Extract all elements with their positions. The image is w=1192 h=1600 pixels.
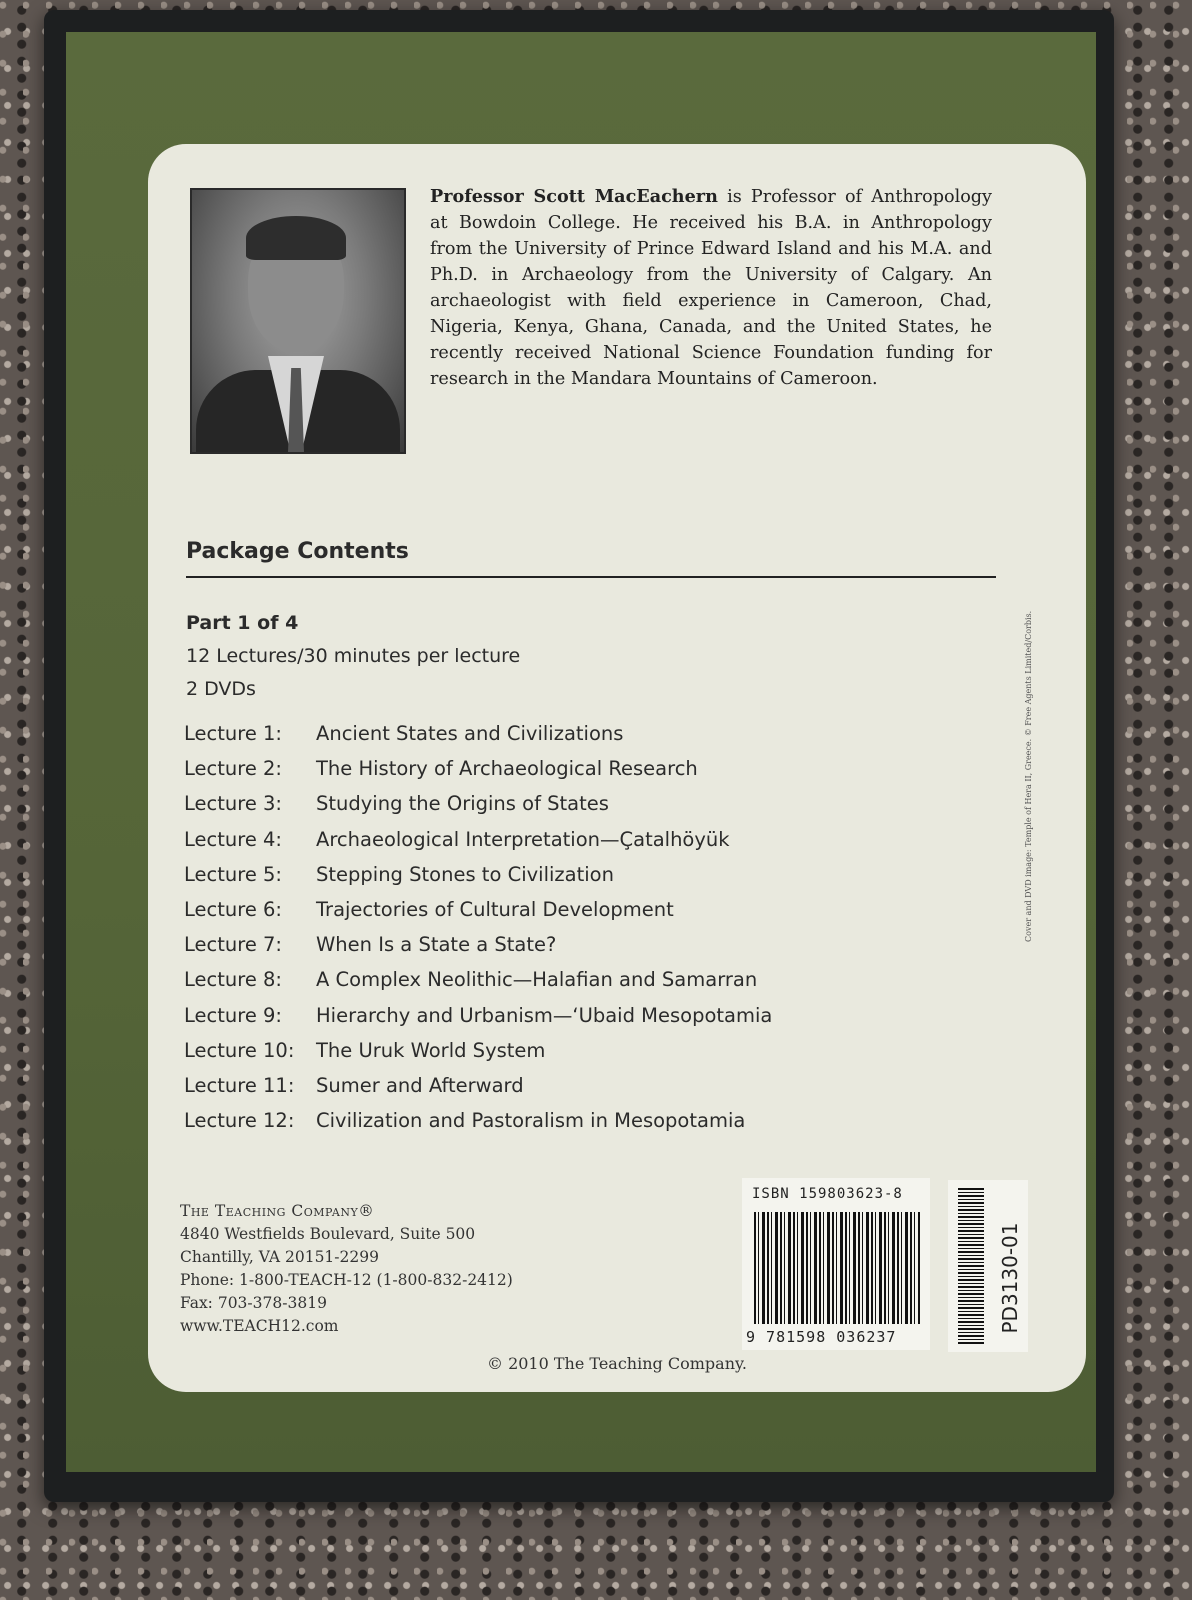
barcode-number: 9 781598 036237 [746,1328,897,1346]
list-item [184,1109,772,1144]
lecture-number: Lecture 8: [184,968,283,992]
isbn-label: ISBN 159803623-8 [752,1186,903,1202]
lecture-title: Hierarchy and Urbanism—‘Ubaid Mesopotamia [316,1003,773,1027]
lecture-title: Civilization and Pastoralism in Mesopotamia [316,1109,746,1133]
package-meta [186,612,520,711]
list-item [184,757,772,792]
part-label: Part 1 of 4 [186,612,299,634]
list-item [184,722,772,757]
list-item [184,792,772,827]
lecture-number: Lecture 11: [184,1073,295,1097]
list-item [184,1004,772,1039]
info-panel [148,144,1086,1392]
company-street: 4840 Westfields Boulevard, Suite 500 [180,1225,476,1243]
image-credit: Cover and DVD image: Temple of Hera II, Greece. © Free Agents Limited/Corbis. [1024,610,1033,942]
lecture-title: When Is a State a State? [316,933,557,957]
lecture-title: The Uruk World System [316,1038,546,1062]
lecture-title: Sumer and Afterward [316,1073,524,1097]
professor-photo [190,188,406,454]
list-item [184,863,772,898]
dvd-back-cover [66,32,1096,1472]
dvd-count: 2 DVDs [186,678,256,700]
lecture-number: Lecture 6: [184,897,283,921]
copyright-notice: © 2010 The Teaching Company. [486,1354,747,1373]
lecture-title: Ancient States and Civilizations [316,722,624,745]
list-item [184,828,772,863]
lecture-title: Studying the Origins of States [316,792,609,816]
list-item [184,968,772,1003]
list-item [184,1074,772,1109]
company-website: www.TEACH12.com [180,1317,339,1335]
lecture-number: Lecture 12: [184,1109,295,1133]
lecture-number: Lecture 2: [184,757,283,781]
lecture-title: The History of Archaeological Research [316,757,698,781]
lecture-title: Archaeological Interpretation—Çatalhöyük [316,827,730,851]
product-code-bars [958,1188,984,1346]
product-code-barcode [948,1180,1028,1352]
company-phone: Phone: 1-800-TEACH-12 (1-800-832-2412) [180,1271,513,1289]
barcode-bars [754,1212,920,1324]
lecture-list [184,722,772,1144]
lecture-number: Lecture 3: [184,792,283,816]
bio-text: is Professor of Anthropology at Bowdoin College. He received his B.A. in Anthropology from the University of Prince Edward Island and his M.A. and Ph.D. in Archaeology from the University of Calgary. An archaeologist with field experience in Cameroon, Chad, Nigeria, Kenya, Ghana, Canada, and the United States, he recently received National Science Foundation funding for research in the Mandara Mountains of Cameroon. [430,187,992,389]
lecture-number: Lecture 7: [184,933,283,957]
lecture-title: A Complex Neolithic—Halafian and Samarran [316,968,758,992]
list-item [184,1039,772,1074]
list-item [184,898,772,933]
lecture-title: Trajectories of Cultural Development [316,897,674,921]
lectures-info: 12 Lectures/30 minutes per lecture [186,645,521,667]
company-city: Chantilly, VA 20151-2299 [180,1248,379,1266]
title-rule [186,576,996,578]
list-item [184,933,772,968]
lecture-number: Lecture 4: [184,827,283,851]
lecture-title: Stepping Stones to Civilization [316,862,614,886]
package-contents-title: Package Contents [186,539,409,564]
lecture-number: Lecture 9: [184,1003,283,1027]
company-address [180,1200,513,1338]
company-fax: Fax: 703-378-3819 [180,1294,327,1312]
photo-hair [246,216,346,260]
lecture-number: Lecture 10: [184,1038,295,1062]
product-code: PD3130-01 [998,1222,1022,1334]
professor-bio [430,184,992,392]
professor-name: Professor Scott MacEachern [430,186,718,207]
company-name: The Teaching Company® [180,1202,375,1220]
isbn-barcode [742,1178,930,1350]
dvd-case [44,10,1114,1502]
lecture-number: Lecture 1: [184,722,283,745]
lecture-number: Lecture 5: [184,862,283,886]
